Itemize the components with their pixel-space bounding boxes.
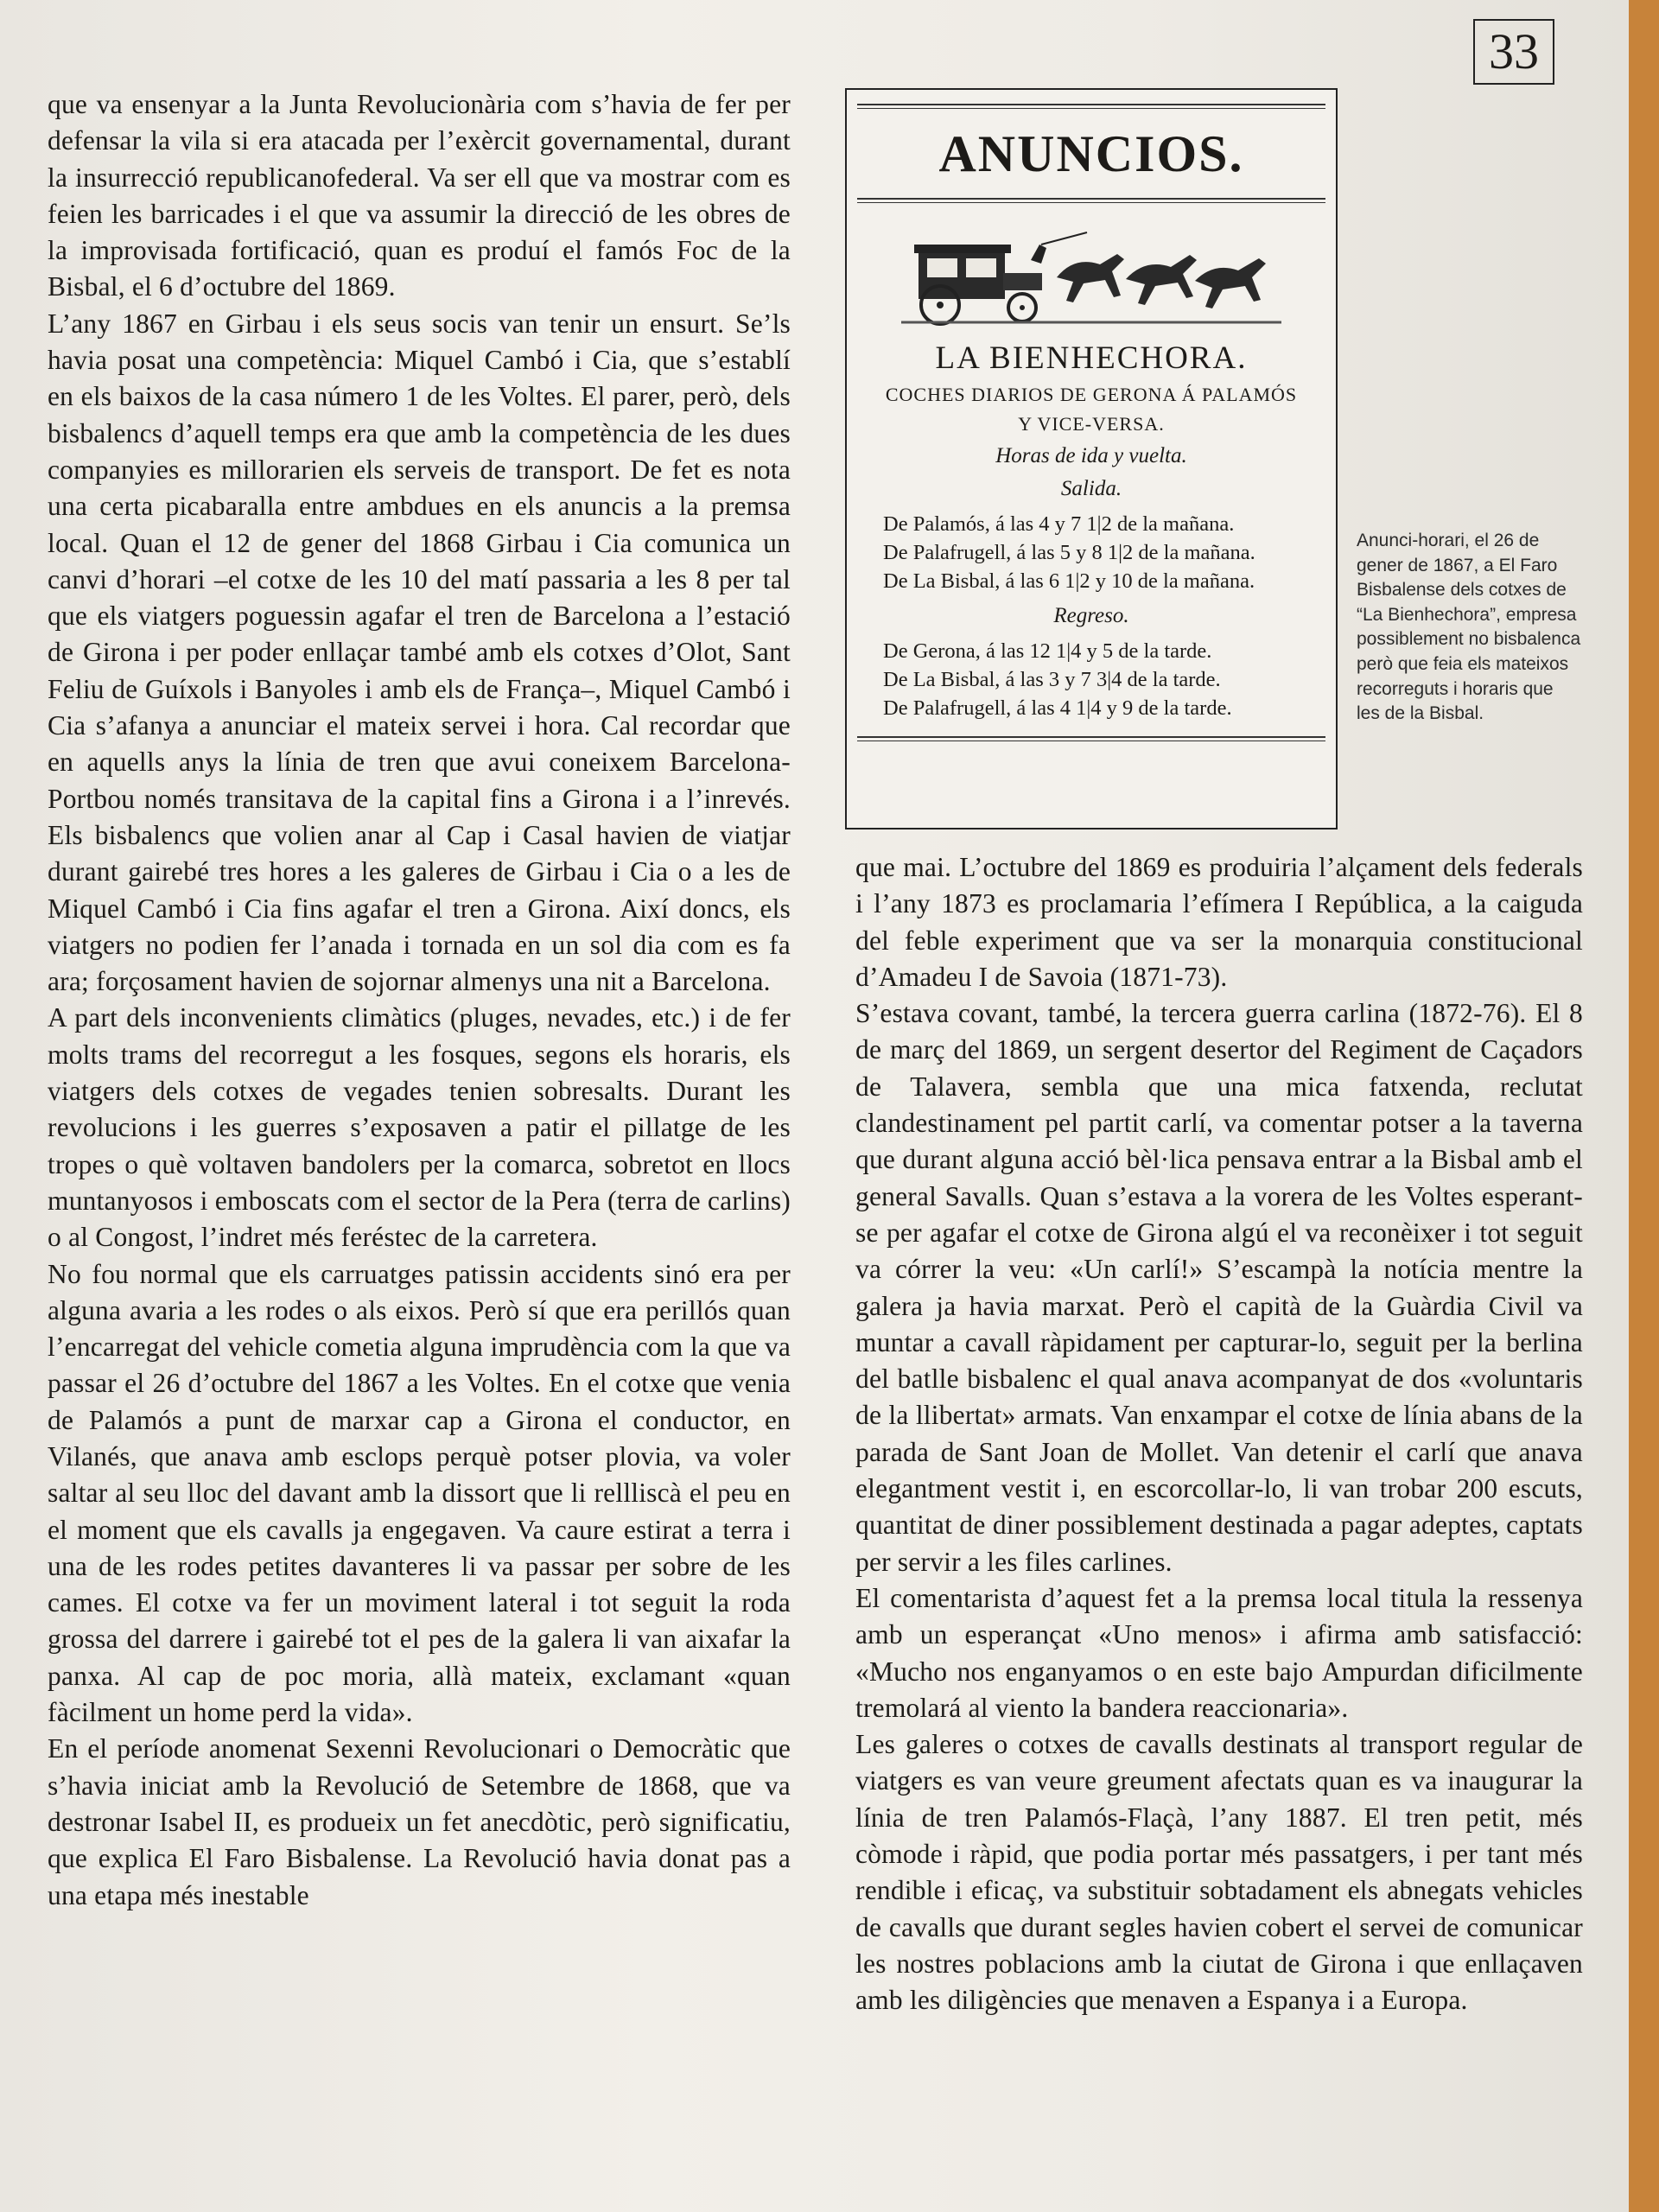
advert-hours-heading: Horas de ida y vuelta. <box>995 444 1187 467</box>
paragraph: que va ensenyar a la Junta Revolucionària com s’havia de fer per defensar la vila si era atacada per l’exèrcit governamental, durant la insurrecció republicanofederal. Va ser ell que va mostrar com es feien les barricades i el que va assumir la direcció de les obres de la improvisada fortificació, quan es produí el famós Foc de la Bisbal, el 6 d’octubre del 1869. <box>48 89 791 302</box>
advert-departure-heading: Salida. <box>1060 477 1122 500</box>
paragraph: que mai. L’octubre del 1869 es produiria l’alçament dels federals i l’any 1873 es proclamaria l’efímera I República, a la caiguda del feble experiment que va ser la monarquia constitucional d’Amadeu I de Savoia (1871-73). <box>855 852 1583 992</box>
paragraph: S’estava covant, també, la tercera guerra carlina (1872-76). El 8 de març del 1869, un sergent desertor del Regiment de Caçadors de Talavera, sembla que una mica fatxenda, reclutat clandestinament pel partit carlí, va comentar potser a la taverna que durant alguna acció bèl·lica pensava entrar a la Bisbal amb el general Savalls. Quan s’estava a la vorera de les Voltes esperant-se per agafar el cotxe de Girona algú el va reconèixer i tot seguit va córrer la veu: «Un carlí!» S’escampà la notícia mentre la galera ja havia marxat. Però el capità de la Guàrdia Civil va muntar a cavall ràpidament per capturar-lo, seguit per la berlina del batlle bisbalenc el qual anava acompanyat de dos «voluntaris de la llibertat» armats. Van enxampar el cotxe de línia abans de la parada de Sant Joan de Mollet. Van detenir el carlí que anava elegantment vestit i, en escorcollar-lo, li van trobar 200 escuts, quantitat de diner possiblement destinada a pagar adeptes, captats per servir a les files carlines. <box>855 998 1583 1577</box>
advert-company: LA BIENHECHORA. <box>935 340 1248 376</box>
advert-return-heading: Regreso. <box>1053 604 1129 627</box>
paragraph: En el període anomenat Sexenni Revolucionari o Democràtic que s’havia iniciat amb la Revolució de Setembre de 1868, que va destronar Isabel II, es produeix un fet anecdòtic, però significatiu, que explica El Faro Bisbalense. La Revolució havia donat pas a una etapa més inestable <box>48 1733 791 1910</box>
advert-title: ANUNCIOS. <box>938 125 1244 182</box>
figure-caption: Anunci-horari, el 26 de gener de 1867, a El Faro Bisbalense dels cotxes de “La Bienhechora”, empresa possiblement no bisbalenca però que feia els mateixos recorreguts i horaris que les de la Bisbal. <box>1357 531 1581 724</box>
return-row: De Palafrugell, á las 4 1|4 y 9 de la tarde. <box>883 696 1232 720</box>
divider <box>857 736 1325 741</box>
stagecoach-illustration <box>901 226 1281 329</box>
departure-list <box>857 510 1325 595</box>
return-row: De La Bisbal, á las 3 y 7 3|4 de la tarde. <box>883 668 1221 691</box>
return-row: De Gerona, á las 12 1|4 y 5 de la tarde. <box>883 639 1212 663</box>
paragraph: El comentarista d’aquest fet a la premsa local titula la ressenya amb un esperançat «Uno menos» i afirma amb satisfacció: «Mucho nos enganyamos o en este bajo Ampurdan dificilmente tremolará al viento la bandera reaccionaria». <box>855 1582 1583 1723</box>
paragraph: No fou normal que els carruatges patissin accidents sinó era per alguna avaria a les rodes o als eixos. Però sí que era perillós quan l’encarregat del vehicle cometia alguna imprudència com la que va passar el 26 d’octubre del 1867 a les Voltes. En el cotxe que venia de Palamós a punt de marxar cap a Girona el conductor, en Vilanés, que anava amb esclops perquè potser plovia, va voler saltar al seu lloc del davant amb la dissort que li rellliscà el peu en el moment que els cavalls ja engegaven. Va caure estirat a terra i una de les rodes petites davanteres li va passar per sobre de les cames. El cotxe va fer un moviment lateral i tot seguit la roda grossa del darrere i gairebé tot el pes de la galera li van aixafar la panxa. Al cap de poc moria, allà mateix, exclamant «quan fàcilment un home perd la vida». <box>48 1258 791 1728</box>
departure-row: De Palamós, á las 4 y 7 1|2 de la mañana. <box>883 512 1235 536</box>
paragraph: A part dels inconvenients climàtics (pluges, nevades, etc.) i de fer molts trams del recorregut a les fosques, segons els horaris, els viatgers dels cotxes de vegades tenien sobresalts. Durant les revolucions i les guerres s’exposaven a patir el pillatge de les tropes o què voltaven bandolers per la comarca, sobretot en llocs muntanyosos i emboscats com el sector de la Pera (terra de carlins) o al Congost, l’indret més feréstec de la carretera. <box>48 1002 791 1253</box>
paragraph: Les galeres o cotxes de cavalls destinats al transport regular de viatgers es van veure greument afectats quan es va inaugurar la línia de tren Palamós-Flaçà, l’any 1887. El tren petit, més còmode i ràpid, que podia portar més passatgers, i per tant més rendible i eficaç, va substituir sobtadament els abnegats vehicles de cavalls que durant segles havien cobert el servei de comunicar les nostres poblacions amb la ciutat de Girona i que enllaçaven amb les diligències que menaven a Espanya i a Europa. <box>855 1729 1583 2016</box>
paragraph: L’any 1867 en Girbau i els seus socis van tenir un ensurt. Se’ls havia posat una competència: Miquel Cambó i Cia, que s’establí en els baixos de la casa número 1 de les Voltes. El parer, però, dels bisbalencs d’aquell temps era que amb la competència de les dues companyies es millorarien els serveis de transport. De fet es nota una certa picabaralla entre ambdues en els anuncis a la premsa local. Quan el 12 de gener del 1868 Girbau i Cia comunica un canvi d’horari –el cotxe de les 10 del matí passaria a les 8 per tal que els viatgers poguessin agafar el tren de Barcelona a l’estació de Girona i per poder enllaçar també amb els cotxes d’Olot, Sant Feliu de Guíxols i Banyoles i amb els de França–, Miquel Cambó i Cia s’afanya a anunciar el mateix servei i hora. Cal recordar que en aquells anys la línia de tren que avui coneixem Barcelona-Portbou només transitava de la capital fins a Girona i a l’inrevés. Els bisbalencs que volien anar al Cap i Casal havien de viatjar durant gairebé tres hores a les galeres de Girbau i Cia o a les de Miquel Cambó i Cia fins agafar el tren a Girona. Així doncs, els viatgers no podien fer l’anada i tornada en un sol dia com es fa ara; forçosament havien de sojornar almenys una nit a Barcelona. <box>48 308 791 997</box>
divider <box>857 104 1325 109</box>
advert-route-return: Y VICE-VERSA. <box>1018 413 1165 435</box>
departure-row: De La Bisbal, á las 6 1|2 y 10 de la mañana. <box>883 569 1255 593</box>
left-column <box>48 86 791 1914</box>
return-list <box>857 637 1325 722</box>
departure-row: De Palafrugell, á las 5 y 8 1|2 de la mañana. <box>883 541 1255 564</box>
advertisement-box <box>845 88 1338 830</box>
page-number: 33 <box>1473 19 1554 85</box>
divider <box>857 198 1325 203</box>
right-column <box>855 849 1583 2019</box>
advert-route: COCHES DIARIOS DE GERONA Á PALAMÓS <box>885 384 1298 405</box>
